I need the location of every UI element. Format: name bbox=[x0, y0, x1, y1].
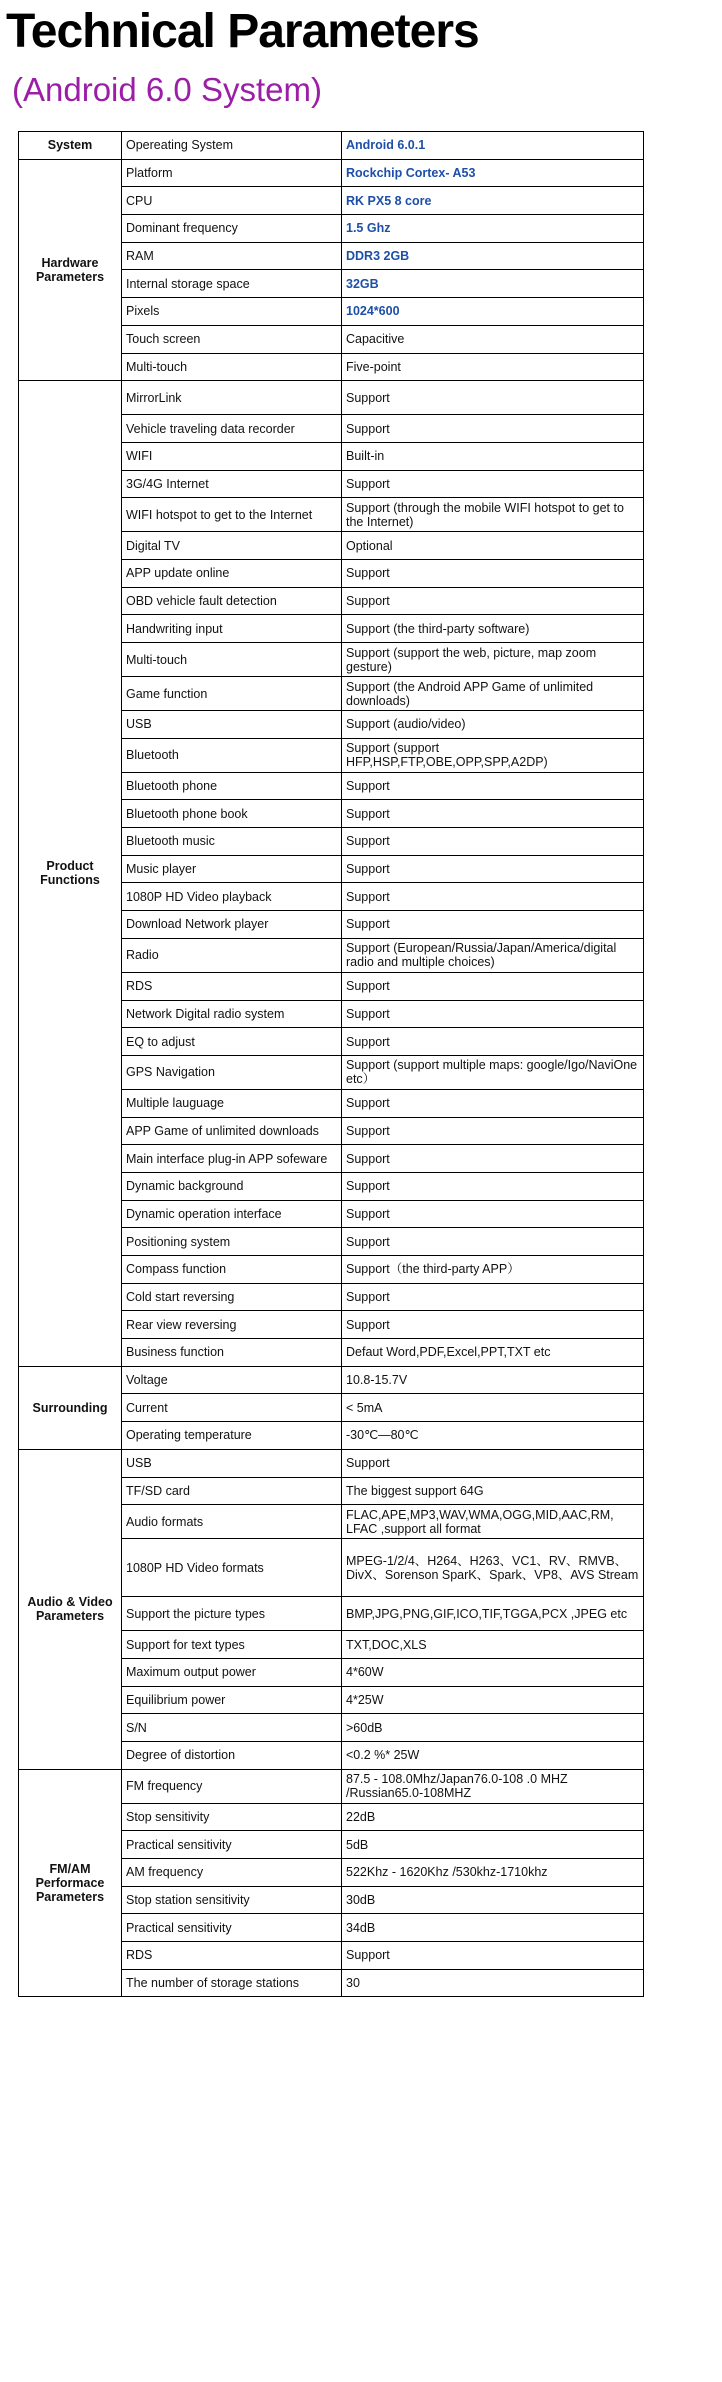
parameter-value: -30℃—80℃ bbox=[342, 1422, 644, 1450]
parameter-name: Handwriting input bbox=[122, 615, 342, 643]
parameter-name: EQ to adjust bbox=[122, 1028, 342, 1056]
parameter-name: Compass function bbox=[122, 1256, 342, 1284]
parameter-value: Support bbox=[342, 1172, 644, 1200]
parameter-name: Multi-touch bbox=[122, 353, 342, 381]
parameter-name: Download Network player bbox=[122, 911, 342, 939]
parameter-name: 3G/4G Internet bbox=[122, 470, 342, 498]
parameter-value: Built-in bbox=[342, 442, 644, 470]
parameter-name: RDS bbox=[122, 1942, 342, 1970]
table-row bbox=[19, 1769, 644, 1803]
parameter-name: Dominant frequency bbox=[122, 215, 342, 243]
parameter-name: Degree of distortion bbox=[122, 1741, 342, 1769]
parameter-value: Support bbox=[342, 911, 644, 939]
parameter-name: FM frequency bbox=[122, 1769, 342, 1803]
parameter-name: WIFI hotspot to get to the Internet bbox=[122, 498, 342, 532]
parameter-name: Support for text types bbox=[122, 1631, 342, 1659]
parameter-value: Support bbox=[342, 587, 644, 615]
parameter-value: Support bbox=[342, 1117, 644, 1145]
parameter-value: Support bbox=[342, 470, 644, 498]
parameter-value: 87.5 - 108.0Mhz/Japan76.0-108 .0 MHZ /Russian65.0-108MHZ bbox=[342, 1769, 644, 1803]
section-category: FM/AM Performace Parameters bbox=[19, 1769, 122, 1997]
table-row bbox=[19, 1449, 644, 1477]
parameter-value: 4*60W bbox=[342, 1658, 644, 1686]
parameter-name: Vehicle traveling data recorder bbox=[122, 415, 342, 443]
parameter-value: Support（the third-party APP） bbox=[342, 1256, 644, 1284]
parameter-name: Bluetooth music bbox=[122, 828, 342, 856]
parameter-value: Support (support HFP,HSP,FTP,OBE,OPP,SPP,A2DP) bbox=[342, 738, 644, 772]
parameter-name: Bluetooth phone bbox=[122, 772, 342, 800]
parameter-name: RAM bbox=[122, 242, 342, 270]
parameter-name: Dynamic background bbox=[122, 1172, 342, 1200]
parameter-value: BMP,JPG,PNG,GIF,ICO,TIF,TGGA,PCX ,JPEG etc bbox=[342, 1597, 644, 1631]
parameter-name: APP update online bbox=[122, 559, 342, 587]
parameter-name: USB bbox=[122, 711, 342, 739]
table-row bbox=[19, 132, 644, 160]
parameter-name: Practical sensitivity bbox=[122, 1831, 342, 1859]
parameter-value: Support bbox=[342, 1449, 644, 1477]
parameter-name: Stop sensitivity bbox=[122, 1803, 342, 1831]
parameter-value: Support bbox=[342, 972, 644, 1000]
table-row bbox=[19, 1366, 644, 1394]
parameter-value: 30dB bbox=[342, 1886, 644, 1914]
section-category: Surrounding bbox=[19, 1366, 122, 1449]
parameter-value: Support bbox=[342, 381, 644, 415]
parameter-name: MirrorLink bbox=[122, 381, 342, 415]
parameter-value: Support (support multiple maps: google/Igo/NaviOne etc） bbox=[342, 1055, 644, 1089]
parameter-value: 522Khz - 1620Khz /530khz-1710khz bbox=[342, 1859, 644, 1887]
parameter-value: >60dB bbox=[342, 1714, 644, 1742]
parameter-value: Support bbox=[342, 1145, 644, 1173]
table-row bbox=[19, 381, 644, 415]
parameter-name: RDS bbox=[122, 972, 342, 1000]
parameter-value: < 5mA bbox=[342, 1394, 644, 1422]
parameter-value: 32GB bbox=[342, 270, 644, 298]
parameter-name: AM frequency bbox=[122, 1859, 342, 1887]
parameter-value: Support bbox=[342, 1942, 644, 1970]
parameter-value: Support (the third-party software) bbox=[342, 615, 644, 643]
parameter-value: Support bbox=[342, 1311, 644, 1339]
parameter-name: 1080P HD Video formats bbox=[122, 1539, 342, 1597]
parameter-value: RK PX5 8 core bbox=[342, 187, 644, 215]
section-category: Hardware Parameters bbox=[19, 159, 122, 381]
parameter-value: 34dB bbox=[342, 1914, 644, 1942]
parameter-name: Opereating System bbox=[122, 132, 342, 160]
parameter-name: Practical sensitivity bbox=[122, 1914, 342, 1942]
parameter-value: Support (support the web, picture, map zoom gesture) bbox=[342, 643, 644, 677]
parameter-value: Support bbox=[342, 1228, 644, 1256]
parameter-value: Support bbox=[342, 1000, 644, 1028]
parameter-value: Support bbox=[342, 772, 644, 800]
parameter-value: DDR3 2GB bbox=[342, 242, 644, 270]
parameter-value: Support (the Android APP Game of unlimited downloads) bbox=[342, 677, 644, 711]
parameter-name: Platform bbox=[122, 159, 342, 187]
parameter-value: 5dB bbox=[342, 1831, 644, 1859]
parameter-name: Touch screen bbox=[122, 325, 342, 353]
parameter-name: Positioning system bbox=[122, 1228, 342, 1256]
parameter-name: Main interface plug-in APP sofeware bbox=[122, 1145, 342, 1173]
parameter-value: 22dB bbox=[342, 1803, 644, 1831]
parameter-value: Defaut Word,PDF,Excel,PPT,TXT etc bbox=[342, 1339, 644, 1367]
parameter-name: Radio bbox=[122, 938, 342, 972]
parameter-name: Multiple lauguage bbox=[122, 1089, 342, 1117]
parameter-name: Game function bbox=[122, 677, 342, 711]
parameter-name: Business function bbox=[122, 1339, 342, 1367]
section-category: Audio & Video Parameters bbox=[19, 1449, 122, 1769]
parameter-value: <0.2 %* 25W bbox=[342, 1741, 644, 1769]
parameter-value: 1.5 Ghz bbox=[342, 215, 644, 243]
parameter-name: USB bbox=[122, 1449, 342, 1477]
parameter-value: Support bbox=[342, 828, 644, 856]
parameter-name: 1080P HD Video playback bbox=[122, 883, 342, 911]
parameter-value: MPEG-1/2/4、H264、H263、VC1、RV、RMVB、DivX、Sorenson SparK、Spark、VP8、AVS Stream bbox=[342, 1539, 644, 1597]
parameter-value: Support bbox=[342, 1283, 644, 1311]
parameter-name: Network Digital radio system bbox=[122, 1000, 342, 1028]
page-subtitle: (Android 6.0 System) bbox=[12, 71, 322, 108]
parameter-name: Digital TV bbox=[122, 532, 342, 560]
parameter-name: TF/SD card bbox=[122, 1477, 342, 1505]
parameter-value: 4*25W bbox=[342, 1686, 644, 1714]
parameter-value: 30 bbox=[342, 1969, 644, 1997]
parameter-name: Audio formats bbox=[122, 1505, 342, 1539]
parameter-value: Capacitive bbox=[342, 325, 644, 353]
parameter-name: GPS Navigation bbox=[122, 1055, 342, 1089]
spec-table-body bbox=[19, 132, 644, 1997]
spec-table bbox=[18, 131, 644, 1997]
parameter-name: Pixels bbox=[122, 298, 342, 326]
parameter-name: Cold start reversing bbox=[122, 1283, 342, 1311]
parameter-name: Dynamic operation interface bbox=[122, 1200, 342, 1228]
parameter-name: Music player bbox=[122, 855, 342, 883]
parameter-value: Support bbox=[342, 1028, 644, 1056]
parameter-value: Optional bbox=[342, 532, 644, 560]
parameter-name: The number of storage stations bbox=[122, 1969, 342, 1997]
parameter-name: Bluetooth bbox=[122, 738, 342, 772]
parameter-name: OBD vehicle fault detection bbox=[122, 587, 342, 615]
parameter-name: Internal storage space bbox=[122, 270, 342, 298]
parameter-value: Support bbox=[342, 1200, 644, 1228]
parameter-value: Support bbox=[342, 1089, 644, 1117]
parameter-value: Support (European/Russia/Japan/America/digital radio and multiple choices) bbox=[342, 938, 644, 972]
parameter-value: TXT,DOC,XLS bbox=[342, 1631, 644, 1659]
parameter-value: Support bbox=[342, 415, 644, 443]
parameter-name: Voltage bbox=[122, 1366, 342, 1394]
parameter-name: Stop station sensitivity bbox=[122, 1886, 342, 1914]
table-row bbox=[19, 159, 644, 187]
parameter-value: FLAC,APE,MP3,WAV,WMA,OGG,MID,AAC,RM, LFAC ,support all format bbox=[342, 1505, 644, 1539]
parameter-name: Operating temperature bbox=[122, 1422, 342, 1450]
parameter-value: The biggest support 64G bbox=[342, 1477, 644, 1505]
page-title: Technical Parameters bbox=[6, 5, 479, 58]
parameter-value: 1024*600 bbox=[342, 298, 644, 326]
parameter-name: Support the picture types bbox=[122, 1597, 342, 1631]
parameter-value: Support bbox=[342, 855, 644, 883]
parameter-name: Multi-touch bbox=[122, 643, 342, 677]
parameter-name: Current bbox=[122, 1394, 342, 1422]
parameter-name: Bluetooth phone book bbox=[122, 800, 342, 828]
parameter-name: Maximum output power bbox=[122, 1658, 342, 1686]
section-category: System bbox=[19, 132, 122, 160]
parameter-name: S/N bbox=[122, 1714, 342, 1742]
section-category: Product Functions bbox=[19, 381, 122, 1367]
parameter-name: Rear view reversing bbox=[122, 1311, 342, 1339]
parameter-name: Equilibrium power bbox=[122, 1686, 342, 1714]
parameter-value: Rockchip Cortex- A53 bbox=[342, 159, 644, 187]
parameter-value: Support (audio/video) bbox=[342, 711, 644, 739]
parameter-value: Android 6.0.1 bbox=[342, 132, 644, 160]
parameter-name: APP Game of unlimited downloads bbox=[122, 1117, 342, 1145]
parameter-name: WIFI bbox=[122, 442, 342, 470]
parameter-value: Support (through the mobile WIFI hotspot to get to the Internet) bbox=[342, 498, 644, 532]
parameter-value: Support bbox=[342, 883, 644, 911]
parameter-value: Support bbox=[342, 800, 644, 828]
parameter-value: 10.8-15.7V bbox=[342, 1366, 644, 1394]
parameter-value: Five-point bbox=[342, 353, 644, 381]
parameter-name: CPU bbox=[122, 187, 342, 215]
parameter-value: Support bbox=[342, 559, 644, 587]
